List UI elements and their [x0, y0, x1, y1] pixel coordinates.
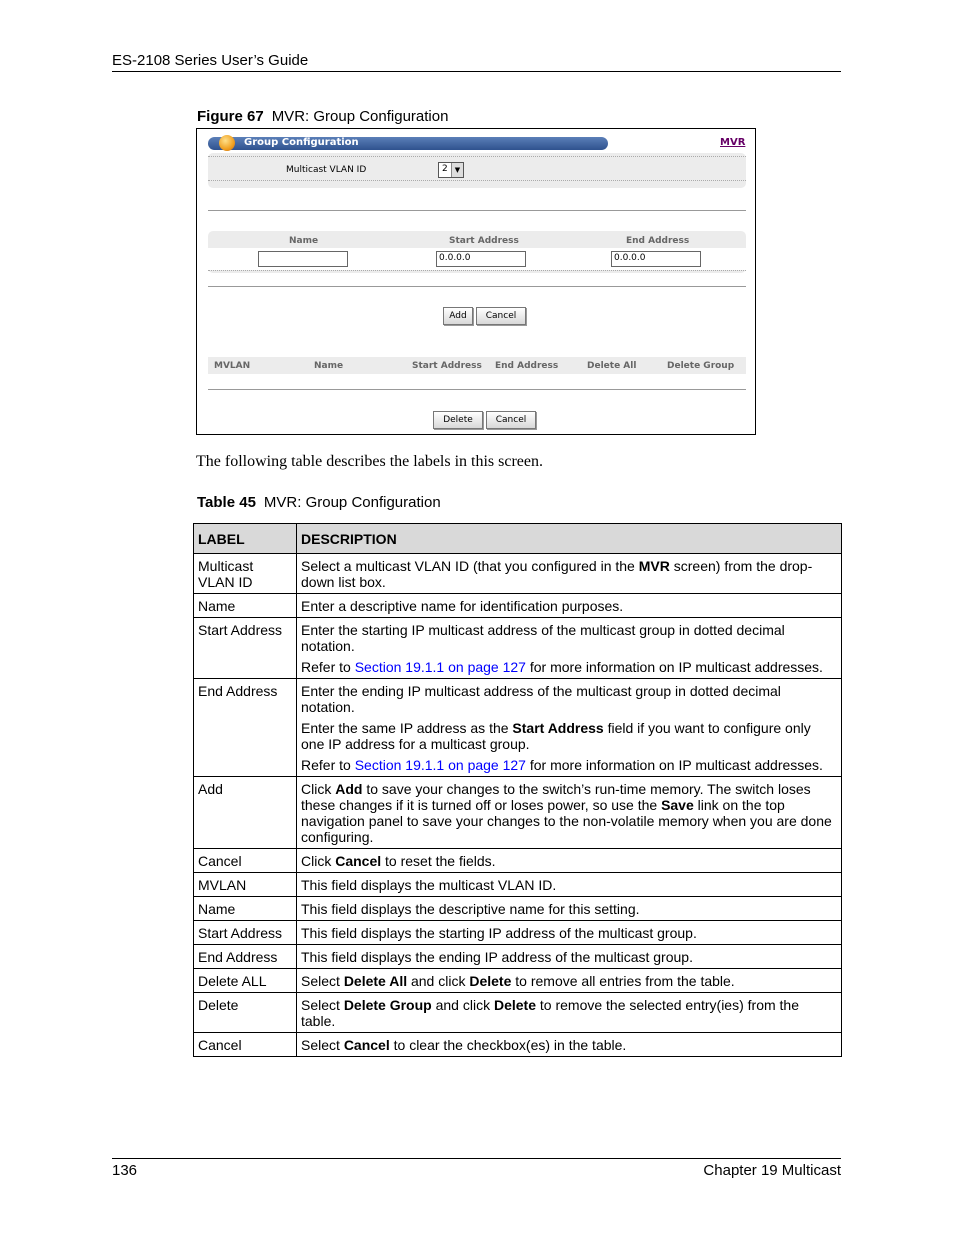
table-row: [194, 554, 842, 594]
row-label: Cancel: [194, 1033, 297, 1057]
header-title: ES-2108 Series User’s Guide: [112, 52, 309, 69]
table-row: [194, 849, 842, 873]
row-description: This field displays the multicast VLAN ID.: [297, 873, 842, 897]
table-row: [194, 679, 842, 777]
col-name: Name: [289, 236, 319, 246]
row-label: Add: [194, 777, 297, 849]
end-address-input[interactable]: [611, 251, 701, 267]
row-description: Click Cancel to reset the fields.: [297, 849, 842, 873]
list-col-mvlan: MVLAN: [214, 361, 251, 371]
row-description: Enter a descriptive name for identification purposes.: [297, 594, 842, 618]
row-label: Name: [194, 897, 297, 921]
header-label: LABEL: [194, 524, 297, 554]
group-config-screenshot: [196, 128, 756, 435]
list-col-end-address: End Address: [495, 361, 559, 371]
divider: [208, 210, 746, 211]
chevron-down-icon[interactable]: ▼: [451, 163, 463, 177]
row-label: Name: [194, 594, 297, 618]
table-row: [194, 1033, 842, 1057]
col-end-address: End Address: [626, 236, 690, 246]
table-row: [194, 969, 842, 993]
row-description: Select Delete Group and click Delete to remove the selected entry(ies) from the table.: [297, 993, 842, 1033]
multicast-vlan-value: 2: [442, 164, 448, 174]
row-description: This field displays the starting IP address of the multicast group.: [297, 921, 842, 945]
name-input[interactable]: [258, 251, 348, 267]
start-address-input[interactable]: [436, 251, 526, 267]
divider: [208, 156, 746, 157]
table-row: [194, 945, 842, 969]
row-description: Select a multicast VLAN ID (that you configured in the MVR screen) from the drop-down list box.: [297, 554, 842, 594]
figure-title: MVR: Group Configuration: [271, 108, 449, 125]
header-divider: [112, 71, 841, 72]
list-col-delete-group: Delete Group: [667, 361, 735, 371]
row-description: Enter the ending IP multicast address of the multicast group in dotted decimal notation. Enter the same IP address as the Start Address field if you want to configure only one IP address for a multicast group. Refer to Section 19.1.1 on page 127 for more information on IP multicast addresses.: [297, 679, 842, 777]
row-label: Delete ALL: [194, 969, 297, 993]
table-title: MVR: Group Configuration: [263, 494, 441, 511]
divider: [208, 180, 746, 181]
table-row: [194, 897, 842, 921]
screen-title: Group Configuration: [244, 137, 359, 148]
row-description: Select Cancel to clear the checkbox(es) in the table.: [297, 1033, 842, 1057]
list-col-delete-all: Delete All: [587, 361, 637, 371]
divider: [208, 389, 746, 390]
title-bullet-icon: [219, 135, 235, 151]
section-link[interactable]: Section 19.1.1 on page 127: [354, 757, 526, 773]
row-description: This field displays the descriptive name for this setting.: [297, 897, 842, 921]
row-description: Click Add to save your changes to the switch’s run-time memory. The switch loses these changes if it is turned off or loses power, so use the Save link on the top navigation panel to save your changes to the non-volatile memory when you are done configuring.: [297, 777, 842, 849]
page-number: 136: [112, 1162, 138, 1179]
section-link[interactable]: Section 19.1.1 on page 127: [354, 659, 526, 675]
multicast-vlan-select[interactable]: [438, 162, 464, 178]
row-label: End Address: [194, 945, 297, 969]
table-header-row: [194, 524, 842, 554]
divider: [208, 286, 746, 287]
intro-text: The following table describes the labels in this screen.: [196, 453, 544, 470]
row-description: Enter the starting IP multicast address of the multicast group in dotted decimal notation. Refer to Section 19.1.1 on page 127 for more information on IP multicast addresses.: [297, 618, 842, 679]
mvr-link[interactable]: MVR: [720, 137, 746, 148]
table-row: [194, 594, 842, 618]
cancel-button[interactable]: Cancel: [476, 307, 526, 325]
row-label: Multicast VLAN ID: [194, 554, 297, 594]
delete-button[interactable]: Delete: [433, 411, 483, 429]
row-label: MVLAN: [194, 873, 297, 897]
footer-divider: [112, 1158, 841, 1159]
col-start-address: Start Address: [449, 236, 519, 246]
figure-label: Figure 67: [197, 108, 264, 125]
description-table: [193, 523, 842, 1057]
table-row: [194, 777, 842, 849]
table-row: [194, 618, 842, 679]
table-row: [194, 921, 842, 945]
start-address-value: 0.0.0.0: [439, 253, 471, 263]
header-description: DESCRIPTION: [297, 524, 842, 554]
list-col-name: Name: [314, 361, 344, 371]
cancel-list-button[interactable]: Cancel: [486, 411, 536, 429]
end-address-value: 0.0.0.0: [614, 253, 646, 263]
add-button[interactable]: Add: [443, 307, 473, 325]
table-caption: [197, 494, 441, 511]
row-label: Start Address: [194, 921, 297, 945]
row-description: This field displays the ending IP address of the multicast group.: [297, 945, 842, 969]
table-label: Table 45: [197, 494, 256, 511]
list-col-start-address: Start Address: [412, 361, 482, 371]
row-label: Cancel: [194, 849, 297, 873]
figure-caption: [197, 108, 448, 125]
row-description: Select Delete All and click Delete to remove all entries from the table.: [297, 969, 842, 993]
table-row: [194, 993, 842, 1033]
chapter-title: Chapter 19 Multicast: [703, 1162, 841, 1179]
table-row: [194, 873, 842, 897]
divider: [208, 270, 746, 271]
row-label: End Address: [194, 679, 297, 777]
row-label: Delete: [194, 993, 297, 1033]
row-label: Start Address: [194, 618, 297, 679]
multicast-vlan-label: Multicast VLAN ID: [286, 165, 367, 175]
